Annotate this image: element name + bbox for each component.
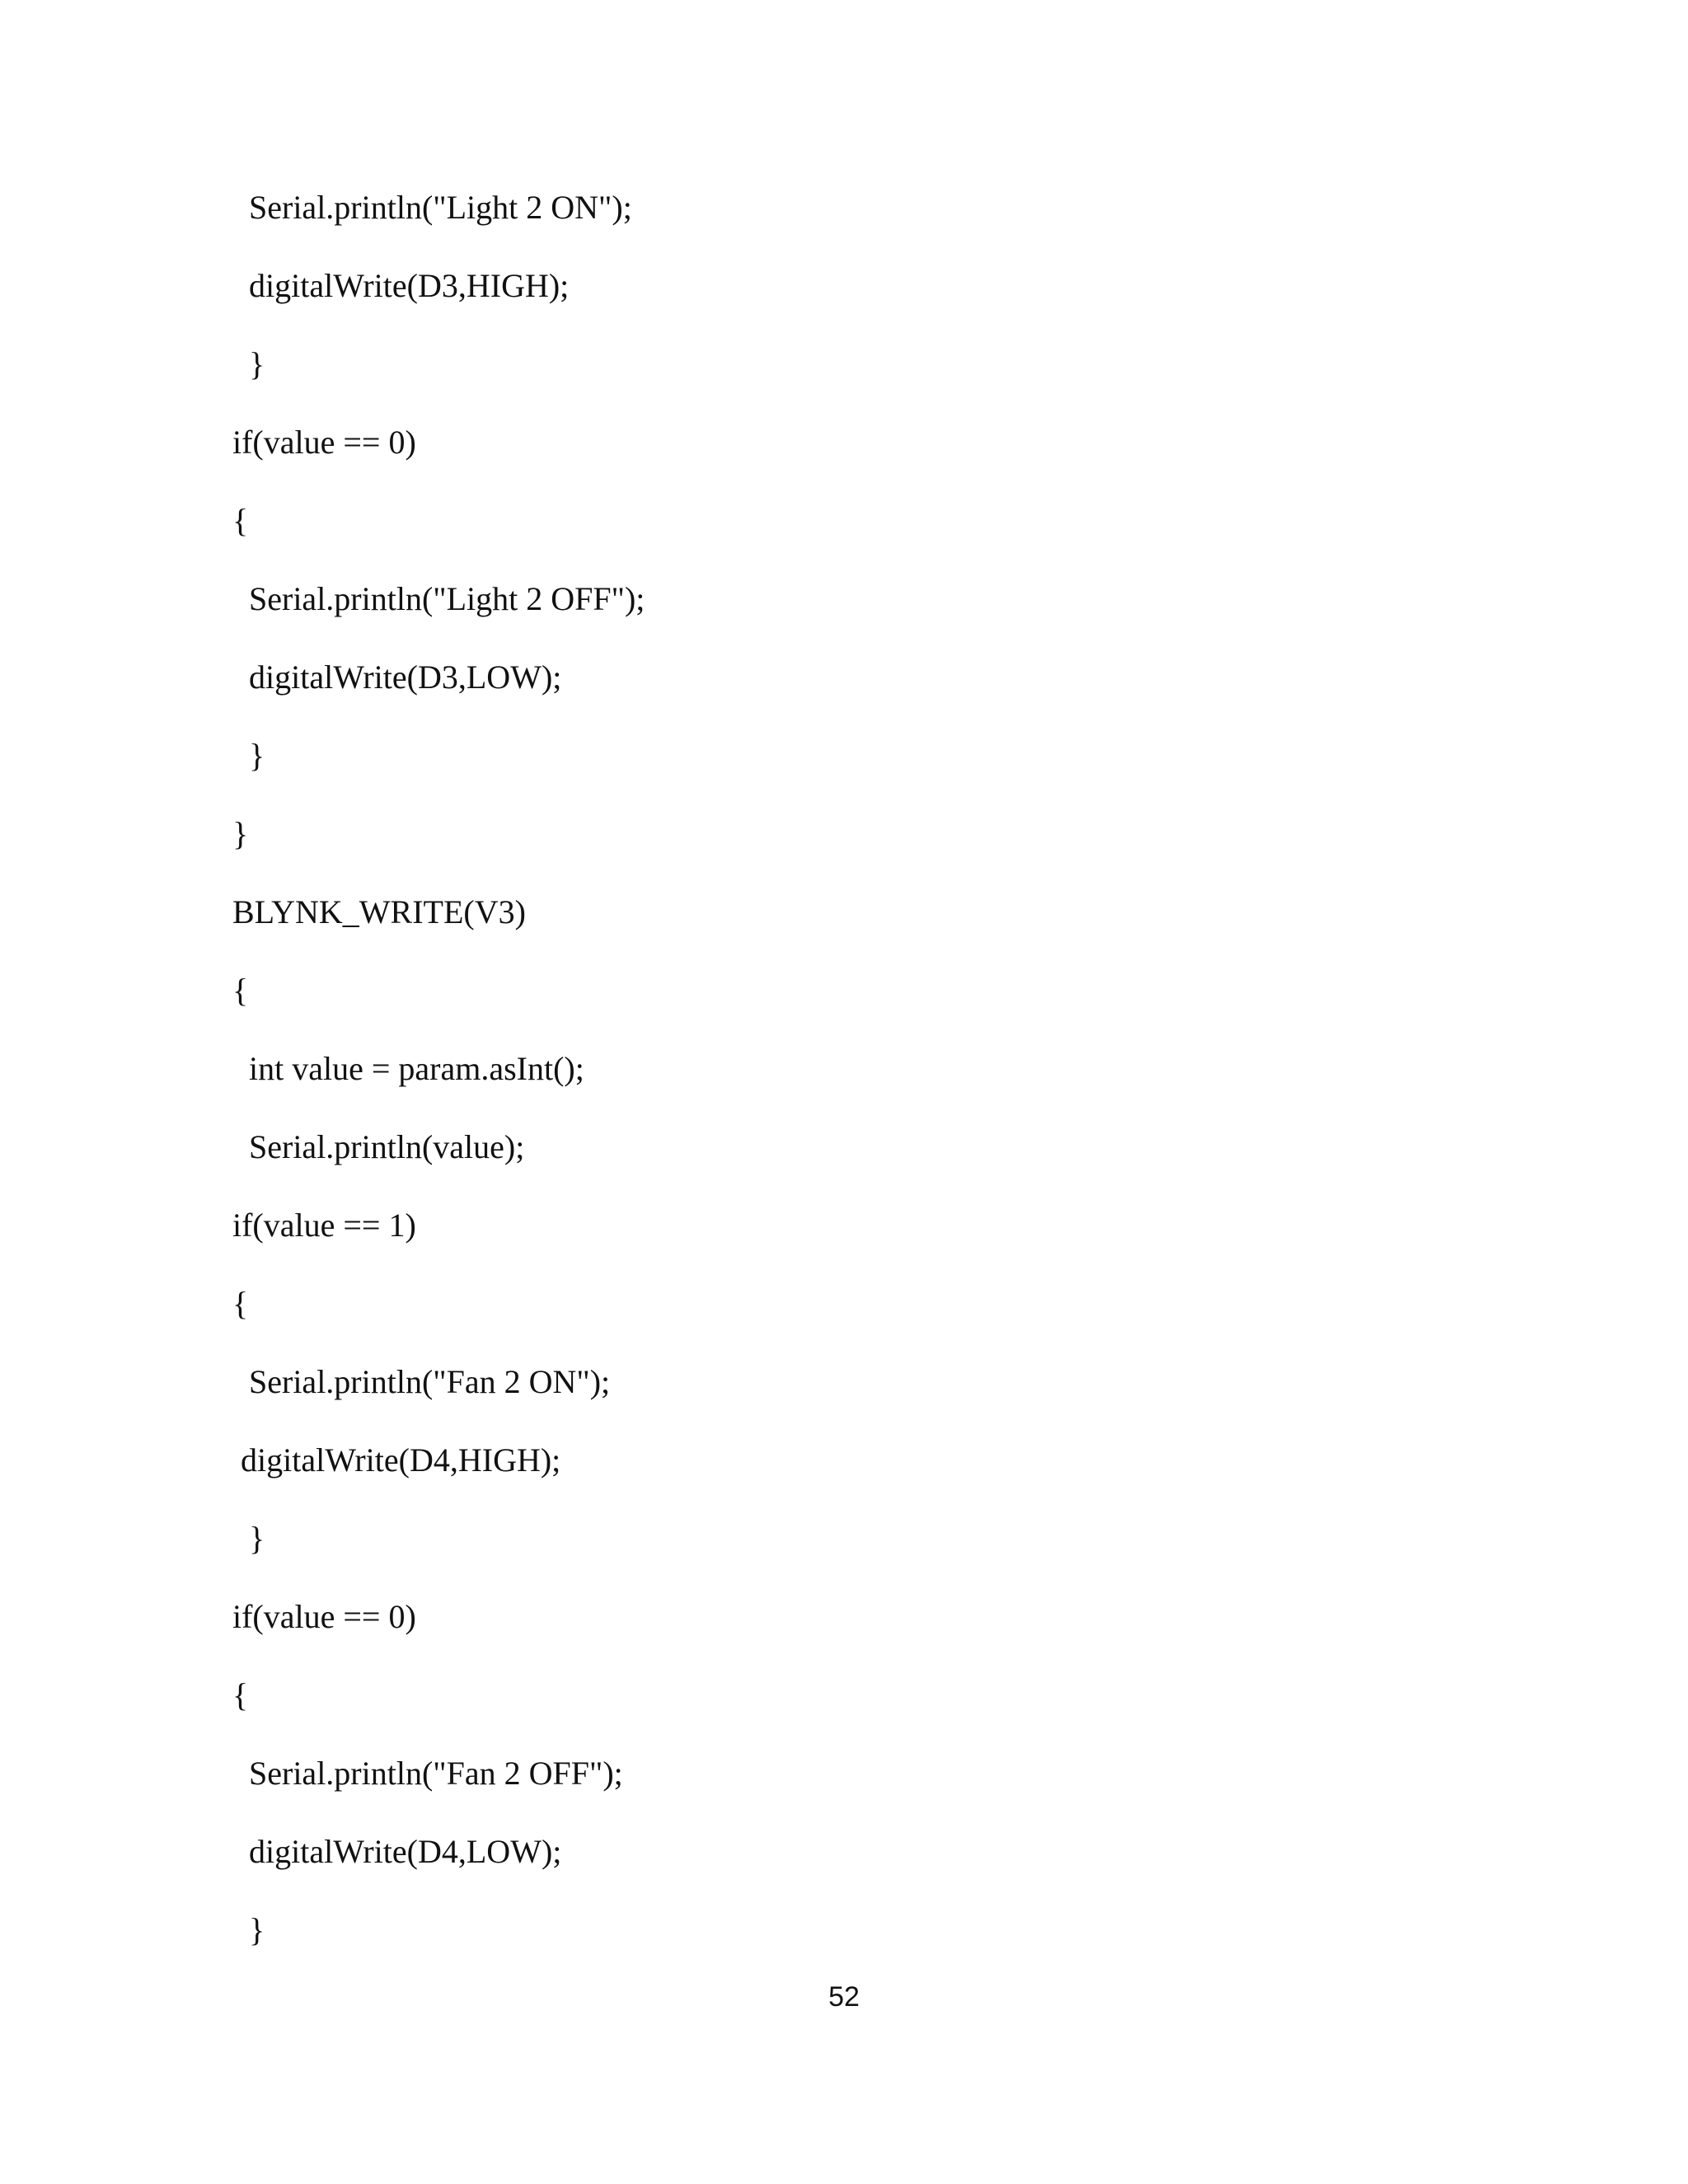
code-line-3: }: [249, 345, 265, 382]
code-line-9: }: [232, 815, 249, 852]
code-line-21: Serial.println("Fan 2 OFF");: [249, 1755, 623, 1792]
code-line-4: if(value == 0): [232, 424, 416, 461]
code-line-11: {: [232, 972, 249, 1009]
code-line-12: int value = param.asInt();: [249, 1050, 584, 1087]
code-line-16: Serial.println("Fan 2 ON");: [249, 1363, 611, 1400]
page-number: 52: [828, 1981, 860, 2013]
code-line-13: Serial.println(value);: [249, 1128, 525, 1165]
code-line-15: {: [232, 1285, 249, 1322]
code-line-17: digitalWrite(D4,HIGH);: [241, 1441, 561, 1479]
code-line-10: BLYNK_WRITE(V3): [232, 893, 526, 930]
code-line-6: Serial.println("Light 2 OFF");: [249, 580, 645, 617]
code-line-20: {: [232, 1676, 249, 1713]
code-line-5: {: [232, 502, 249, 539]
code-line-1: Serial.println("Light 2 ON");: [249, 189, 632, 226]
code-line-8: }: [249, 737, 265, 774]
code-line-19: if(value == 0): [232, 1598, 416, 1635]
code-line-22: digitalWrite(D4,LOW);: [249, 1833, 562, 1870]
code-line-7: digitalWrite(D3,LOW);: [249, 658, 562, 696]
code-line-2: digitalWrite(D3,HIGH);: [249, 267, 570, 304]
code-line-23: }: [249, 1911, 265, 1948]
code-line-14: if(value == 1): [232, 1207, 416, 1244]
code-listing: [232, 191, 1469, 1992]
code-line-18: }: [249, 1520, 265, 1557]
